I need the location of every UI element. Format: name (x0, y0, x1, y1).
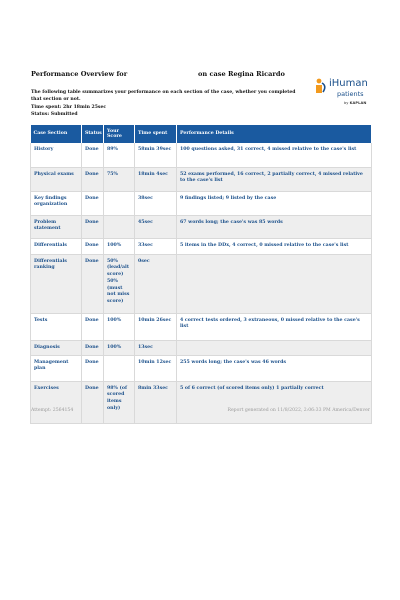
cell-details (177, 254, 372, 313)
cell-score: 100% (104, 340, 135, 355)
cell-score: 100% (104, 238, 135, 254)
cell-section: Problem statement (31, 215, 82, 238)
column-header: Performance Details (177, 125, 372, 143)
cell-section: History (31, 143, 82, 167)
cell-details: 5 items in the DDx, 4 correct, 0 missed relative to the case's list (177, 238, 372, 254)
column-header: Case Section (31, 125, 82, 143)
logo-patients-text: patients (337, 90, 364, 98)
cell-time: 33sec (135, 238, 177, 254)
cell-status: Done (82, 355, 104, 381)
cell-details: 67 words long; the case's was 85 words (177, 215, 372, 238)
table-header-row (31, 125, 372, 143)
cell-time: 13sec (135, 340, 177, 355)
report-generated: Report generated on 11/8/2022, 2:06:33 PM America/Denver (227, 408, 370, 413)
table-row (31, 238, 372, 254)
cell-status: Done (82, 340, 104, 355)
cell-details: 255 words long; the case's was 46 words (177, 355, 372, 381)
cell-section: Physical exams (31, 167, 82, 191)
cell-details: 52 exams performed, 16 correct, 2 partially correct, 4 missed relative to the case's list (177, 167, 372, 191)
cell-score: 98% (of scored items only) (104, 381, 135, 423)
cell-time: 10min 12sec (135, 355, 177, 381)
cell-section: Diagnosis (31, 340, 82, 355)
cell-time: 45sec (135, 215, 177, 238)
cell-details: 9 findings listed; 9 listed by the case (177, 191, 372, 215)
cell-status: Done (82, 143, 104, 167)
attempt-id: Attempt: 2564154 (31, 408, 74, 413)
cell-section: Tests (31, 313, 82, 340)
table-row (31, 215, 372, 238)
cell-status: Done (82, 238, 104, 254)
table-row (31, 313, 372, 340)
ihuman-logo (314, 78, 376, 112)
cell-time: 38sec (135, 191, 177, 215)
cell-details: 4 correct tests ordered, 3 extraneous, 0 missed relative to the case's list (177, 313, 372, 340)
ihuman-logo-icon (314, 78, 328, 94)
cell-status: Done (82, 254, 104, 313)
cell-details (177, 340, 372, 355)
cell-status: Done (82, 167, 104, 191)
performance-table (30, 125, 372, 424)
cell-score (104, 215, 135, 238)
cell-section: Management plan (31, 355, 82, 381)
table-row (31, 355, 372, 381)
table-row (31, 167, 372, 191)
cell-status: Done (82, 191, 104, 215)
logo-human-text: iHuman (329, 78, 368, 89)
cell-status: Done (82, 313, 104, 340)
cell-time: 18min 4sec (135, 167, 177, 191)
cell-score: 75% (104, 167, 135, 191)
cell-time: 10min 26sec (135, 313, 177, 340)
cell-time: 0sec (135, 254, 177, 313)
table-row (31, 143, 372, 167)
cell-details: 100 questions asked, 31 correct, 4 missed relative to the case's list (177, 143, 372, 167)
cell-time: 8min 33sec (135, 381, 177, 423)
cell-section: Exercises (31, 381, 82, 423)
cell-score: 89% (104, 143, 135, 167)
column-header: Time spent (135, 125, 177, 143)
table-row (31, 340, 372, 355)
table-row (31, 254, 372, 313)
table-row (31, 191, 372, 215)
column-header: Your Score (104, 125, 135, 143)
logo-by-kaplan: by KAPLAN (344, 101, 367, 105)
table-row (31, 381, 372, 423)
cell-details: 5 of 6 correct (of scored items only) 1 partially correct (177, 381, 372, 423)
cell-status: Done (82, 381, 104, 423)
title-right: on case Regina Ricardo (198, 70, 285, 78)
cell-score (104, 355, 135, 381)
time-spent: Time spent: 2hr 18min 25sec (31, 105, 107, 110)
title-left: Performance Overview for (31, 70, 128, 78)
cell-score: 50% (lead/alt score) 50% (must not miss score) (104, 254, 135, 313)
cell-section: Differentials ranking (31, 254, 82, 313)
intro-text: The following table summarizes your performance on each section of the case, whether you completed that section or not. (31, 90, 296, 102)
cell-section: Differentials (31, 238, 82, 254)
cell-time: 58min 39sec (135, 143, 177, 167)
cell-section: Key findings organization (31, 191, 82, 215)
cell-status: Done (82, 215, 104, 238)
cell-score: 100% (104, 313, 135, 340)
column-header: Status (82, 125, 104, 143)
status-text: Status: Submitted (31, 112, 78, 117)
cell-score (104, 191, 135, 215)
